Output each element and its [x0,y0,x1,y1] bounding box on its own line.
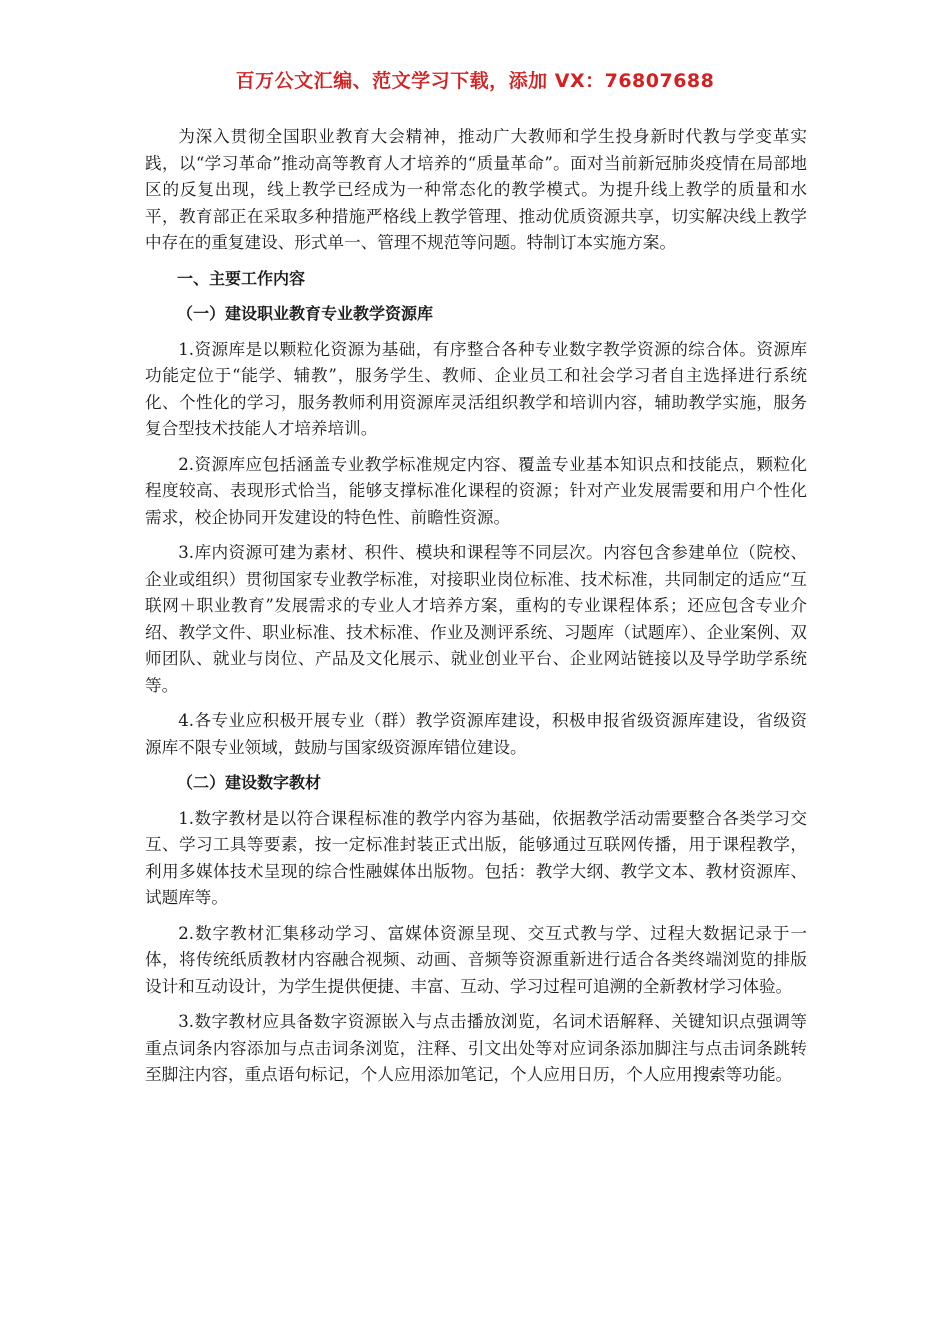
section-1-heading: 一、主要工作内容 [177,268,306,288]
subsection-2-item-3: 3.数字教材应具备数字资源嵌入与点击播放浏览，名词术语解释、关键知识点强调等重点词条内容添加与点击词条浏览，注释、引文出处等对应词条添加脚注与点击词条跳转至脚注内容，重点语句标记，个人应用添加笔记，个人应用日历，个人应用搜索等功能。 [145,1012,807,1084]
subsection-1-item-4: 4.各专业应积极开展专业（群）教学资源库建设，积极申报省级资源库建设，省级资源库不限专业领域，鼓励与国家级资源库错位建设。 [145,711,807,757]
header-banner: 百万公文汇编、范文学习下载，添加 VX：76807688 [235,70,715,92]
intro-paragraph: 为深入贯彻全国职业教育大会精神，推动广大教师和学生投身新时代教与学变革实践，以“学习革命”推动高等教育人才培养的“质量革命”。面对当前新冠肺炎疫情在局部地区的反复出现，线上教学已经成为一种常态化的教学模式。为提升线上教学的质量和水平，教育部正在采取多种措施严格线上教学管理、推动优质资源共享，切实解决线上教学中存在的重复建设、形式单一、管理不规范等问题。特制订本实施方案。 [145,127,807,252]
document-body [145,124,807,1098]
subsection-1-item-2: 2.资源库应包括涵盖专业教学标准规定内容、覆盖专业基本知识点和技能点，颗粒化程度较高、表现形式恰当，能够支撑标准化课程的资源；针对产业发展需要和用户个性化需求，校企协同开发建设的特色性、前瞻性资源。 [145,454,807,527]
subsection-1-item-1: 1.资源库是以颗粒化资源为基础，有序整合各种专业数字教学资源的综合体。资源库功能定位于“能学、辅教”，服务学生、教师、企业员工和社会学习者自主选择进行系统化、个性化的学习，服务教师利用资源库灵活组织教学和培训内容，辅助教学实施，服务复合型技术技能人才培养培训。 [145,339,807,438]
subsection-2-item-2: 2.数字教材汇集移动学习、富媒体资源呈现、交互式教与学、过程大数据记录于一体，将传统纸质教材内容融合视频、动画、音频等资源重新进行适合各类终端浏览的排版设计和互动设计，为学生提供便捷、丰富、互动、学习过程可追溯的全新教材学习体验。 [145,923,807,996]
subsection-1-heading: （一）建设职业教育专业教学资源库 [177,304,434,323]
subsection-1-item-3: 3.库内资源可建为素材、积件、模块和课程等不同层次。内容包含参建单位（院校、企业或组织）贯彻国家专业教学标准，对接职业岗位标准、技术标准，共同制定的适应“互联网＋职业教育”发展需求的专业人才培养方案，重构的专业课程体系；还应包含专业介绍、教学文件、职业标准、技术标准、作业及测评系统、习题库（试题库）、企业案例、双师团队、就业与岗位、产品及文化展示、就业创业平台、企业网站链接以及导学助学系统等。 [145,543,807,695]
subsection-2-item-1: 1.数字教材是以符合课程标准的教学内容为基础，依据教学活动需要整合各类学习交互、学习工具等要素，按一定标准封装正式出版，能够通过互联网传播，用于课程教学，利用多媒体技术呈现的综合性融媒体出版物。包括：教学大纲、教学文本、教材资源库、试题库等。 [145,808,807,907]
subsection-2-heading: （二）建设数字教材 [177,773,322,792]
